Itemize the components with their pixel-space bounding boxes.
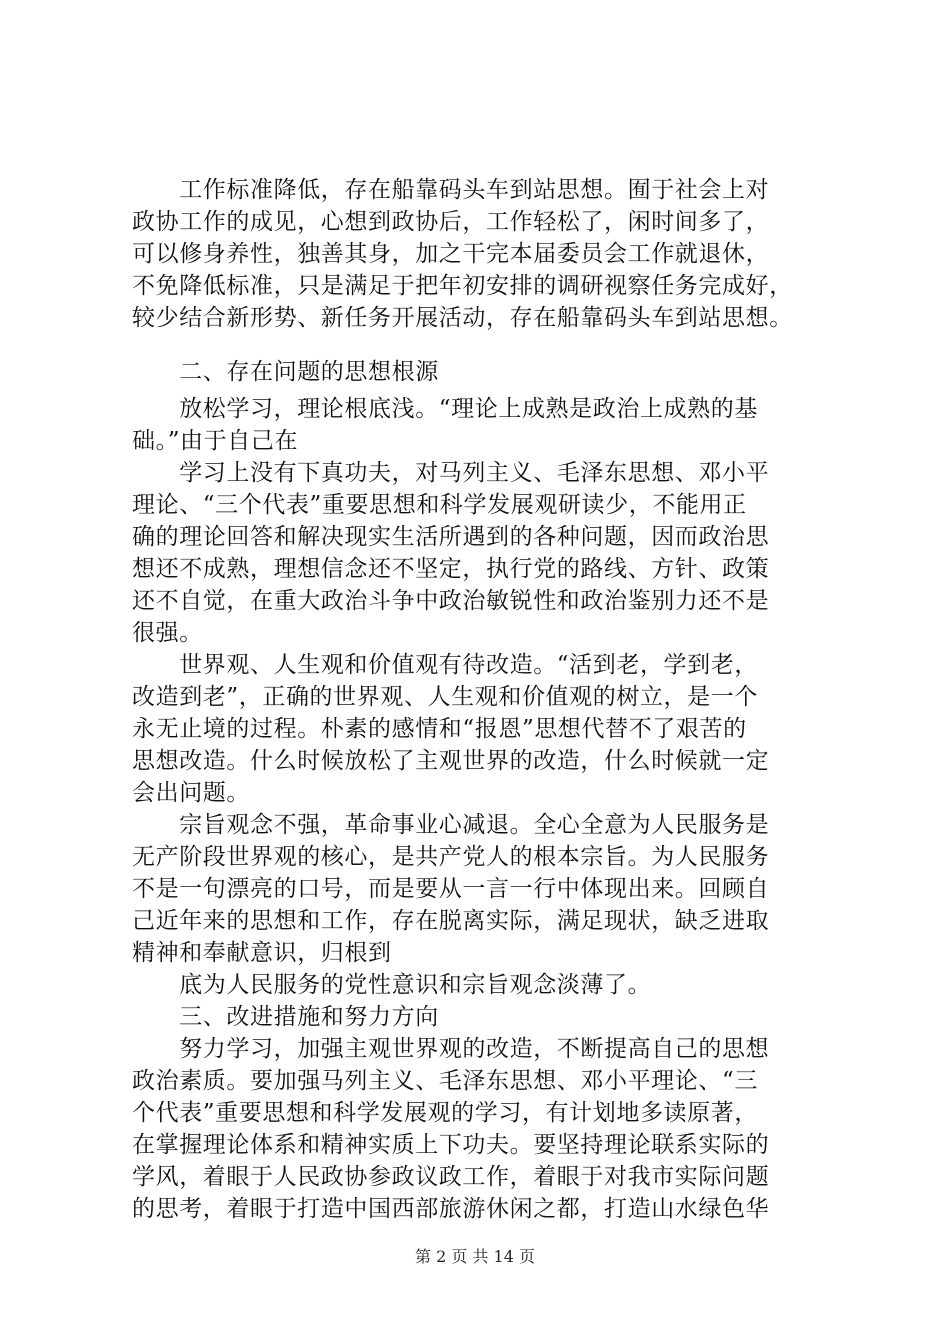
text-line: 政协工作的成见，心想到政协后，工作轻松了，闲时间多了，: [132, 209, 770, 235]
section-heading: 二、存在问题的思想根源: [132, 359, 439, 385]
text-line: 政治素质。要加强马列主义、毛泽东思想、邓小平理论、“三: [132, 1068, 758, 1094]
text-line: 还不自觉，在重大政治斗争中政治敏锐性和政治鉴别力还不是: [132, 588, 770, 614]
text-line: 改造到老”，正确的世界观、人生观和价值观的树立，是一个: [132, 684, 758, 710]
section-heading: 三、改进措施和努力方向: [132, 1004, 439, 1030]
text-line: 不免降低标准，只是满足于把年初安排的调研视察任务完成好，: [132, 273, 793, 299]
text-line: 确的理论回答和解决现实生活所遇到的各种问题，因而政治思: [132, 524, 770, 550]
text-line: 己近年来的思想和工作，存在脱离实际，满足现状，缺乏进取: [132, 908, 770, 934]
text-line: 会出问题。: [132, 780, 250, 806]
text-line: 世界观、人生观和价值观有待改造。“活到老，学到老，: [132, 652, 758, 678]
text-line: 宗旨观念不强，革命事业心减退。全心全意为人民服务是: [132, 812, 770, 838]
text-line: 学风，着眼于人民政协参政议政工作，着眼于对我市实际问题: [132, 1164, 770, 1190]
text-line: 可以修身养性，独善其身，加之干完本届委员会工作就退休，: [132, 241, 770, 267]
text-line: 很强。: [132, 620, 203, 646]
page-number: 第 2 页 共 14 页: [415, 1247, 535, 1266]
text-line: 在掌握理论体系和精神实质上下功夫。要坚持理论联系实际的: [132, 1132, 770, 1158]
text-line: 工作标准降低，存在船靠码头车到站思想。囿于社会上对: [132, 177, 770, 203]
text-line: 学习上没有下真功夫，对马列主义、毛泽东思想、邓小平: [132, 460, 770, 486]
text-line: 精神和奉献意识，归根到: [132, 940, 392, 966]
text-line: 永无止境的过程。朴素的感情和“报恩”思想代替不了艰苦的: [132, 716, 747, 742]
text-line: 放松学习，理论根底浅。“理论上成熟是政治上成熟的基: [132, 396, 758, 422]
text-line: 的思考，着眼于打造中国西部旅游休闲之都，打造山水绿色华: [132, 1196, 770, 1222]
text-line: 础。”由于自己在: [132, 428, 299, 454]
text-line: 努力学习，加强主观世界观的改造，不断提高自己的思想: [132, 1036, 770, 1062]
text-line: 个代表”重要思想和科学发展观的学习，有计划地多读原著，: [132, 1100, 758, 1126]
text-line: 较少结合新形势、新任务开展活动，存在船靠码头车到站思想。: [132, 305, 793, 331]
text-line: 无产阶段世界观的核心，是共产党人的根本宗旨。为人民服务: [132, 844, 770, 870]
text-line: 思想改造。什么时候放松了主观世界的改造，什么时候就一定: [132, 748, 770, 774]
text-line: 理论、“三个代表”重要思想和科学发展观研读少，不能用正: [132, 492, 747, 518]
text-line: 想还不成熟，理想信念还不坚定，执行党的路线、方针、政策: [132, 556, 770, 582]
text-line: 不是一句漂亮的口号，而是要从一言一行中体现出来。回顾自: [132, 876, 770, 902]
text-line: 底为人民服务的党性意识和宗旨观念淡薄了。: [132, 972, 652, 998]
